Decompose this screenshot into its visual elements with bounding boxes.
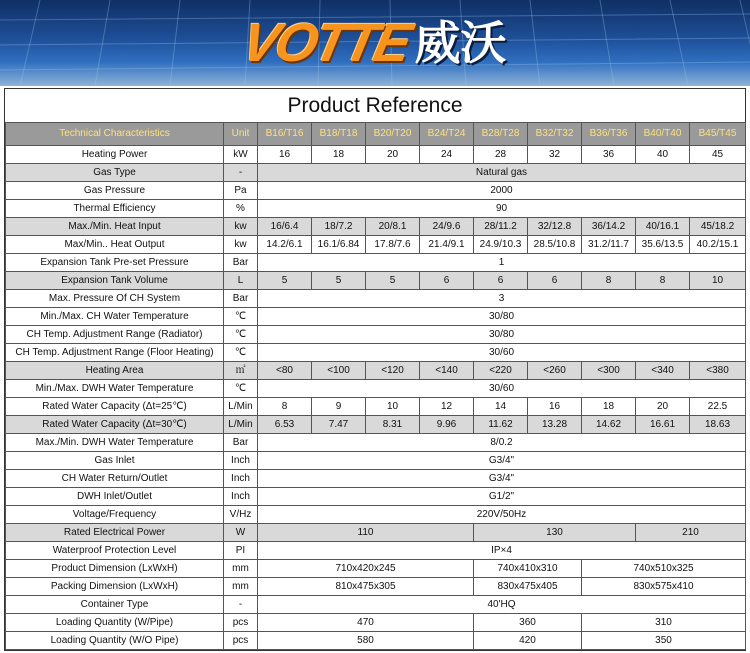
spec-value: <140 <box>420 362 474 380</box>
spec-label: Gas Type <box>6 164 224 182</box>
spec-value: 28 <box>474 146 528 164</box>
spec-value: 30/80 <box>258 326 746 344</box>
spec-value: 10 <box>366 398 420 416</box>
spec-label: Heating Power <box>6 146 224 164</box>
spec-unit: pcs <box>224 614 258 632</box>
spec-label: Loading Quantity (W/Pipe) <box>6 614 224 632</box>
spec-value: <220 <box>474 362 528 380</box>
table-row <box>6 380 746 398</box>
spec-label: Max./Min. Heat Input <box>6 218 224 236</box>
spec-value: 8/0.2 <box>258 434 746 452</box>
spec-table <box>5 122 746 650</box>
table-row <box>6 470 746 488</box>
spec-value: 18.63 <box>690 416 746 434</box>
spec-value: 8.31 <box>366 416 420 434</box>
spec-value: 16.1/6.84 <box>312 236 366 254</box>
spec-value: 45 <box>690 146 746 164</box>
spec-label: Min./Max. CH Water Temperature <box>6 308 224 326</box>
header-model: B28/T28 <box>474 123 528 146</box>
spec-value: 14.62 <box>582 416 636 434</box>
spec-unit: kw <box>224 218 258 236</box>
table-row <box>6 218 746 236</box>
spec-label: Heating Area <box>6 362 224 380</box>
spec-unit: PI <box>224 542 258 560</box>
header-model: B32/T32 <box>528 123 582 146</box>
table-row <box>6 596 746 614</box>
spec-value: 470 <box>258 614 474 632</box>
header-unit: Unit <box>224 123 258 146</box>
spec-value: 6 <box>528 272 582 290</box>
table-header-row <box>6 123 746 146</box>
spec-value: IP×4 <box>258 542 746 560</box>
spec-value: 310 <box>582 614 746 632</box>
spec-unit: Inch <box>224 488 258 506</box>
table-row <box>6 326 746 344</box>
spec-value: 45/18.2 <box>690 218 746 236</box>
spec-unit: L/Min <box>224 416 258 434</box>
spec-unit: % <box>224 200 258 218</box>
spec-value: 830x475x405 <box>474 578 582 596</box>
table-row <box>6 272 746 290</box>
spec-unit: L <box>224 272 258 290</box>
spec-value: 35.6/13.5 <box>636 236 690 254</box>
spec-value: 14 <box>474 398 528 416</box>
table-row <box>6 290 746 308</box>
spec-value: 36/14.2 <box>582 218 636 236</box>
spec-unit: Bar <box>224 254 258 272</box>
table-row <box>6 452 746 470</box>
spec-label: Rated Electrical Power <box>6 524 224 542</box>
spec-value: 350 <box>582 632 746 650</box>
spec-value: 2000 <box>258 182 746 200</box>
spec-value: 14.2/6.1 <box>258 236 312 254</box>
spec-value: 18/7.2 <box>312 218 366 236</box>
spec-label: Waterproof Protection Level <box>6 542 224 560</box>
spec-unit: Inch <box>224 452 258 470</box>
spec-value: 20 <box>366 146 420 164</box>
spec-value: 30/80 <box>258 308 746 326</box>
spec-value: 12 <box>420 398 474 416</box>
spec-value: 18 <box>582 398 636 416</box>
brand-banner <box>0 0 750 86</box>
spec-value: 31.2/11.7 <box>582 236 636 254</box>
table-row <box>6 614 746 632</box>
header-model: B40/T40 <box>636 123 690 146</box>
spec-unit: ㎡ <box>224 362 258 380</box>
spec-unit: W <box>224 524 258 542</box>
spec-value: 830x575x410 <box>582 578 746 596</box>
spec-value: 130 <box>474 524 636 542</box>
spec-value: 9 <box>312 398 366 416</box>
spec-value: 32 <box>528 146 582 164</box>
spec-value: 30/60 <box>258 344 746 362</box>
table-row <box>6 164 746 182</box>
spec-label: Product Dimension (LxWxH) <box>6 560 224 578</box>
spec-value: 40/16.1 <box>636 218 690 236</box>
spec-label: Rated Water Capacity (Δt=25℃) <box>6 398 224 416</box>
table-row <box>6 524 746 542</box>
spec-label: Max./Min. DWH Water Temperature <box>6 434 224 452</box>
header-model: B36/T36 <box>582 123 636 146</box>
spec-value: 30/60 <box>258 380 746 398</box>
page-title: Product Reference <box>287 93 463 117</box>
spec-value: 16.61 <box>636 416 690 434</box>
spec-value: G3/4" <box>258 470 746 488</box>
spec-value: 210 <box>636 524 746 542</box>
spec-value: 740x510x325 <box>582 560 746 578</box>
header-model: B20/T20 <box>366 123 420 146</box>
table-row <box>6 560 746 578</box>
spec-unit: ℃ <box>224 380 258 398</box>
spec-unit: V/Hz <box>224 506 258 524</box>
table-row <box>6 416 746 434</box>
brand-logo <box>0 12 750 74</box>
spec-value: 5 <box>258 272 312 290</box>
spec-unit: kW <box>224 146 258 164</box>
spec-unit: kw <box>224 236 258 254</box>
spec-label: Gas Pressure <box>6 182 224 200</box>
spec-value: 11.62 <box>474 416 528 434</box>
spec-value: 28/11.2 <box>474 218 528 236</box>
spec-value: 40'HQ <box>258 596 746 614</box>
spec-unit: ℃ <box>224 344 258 362</box>
spec-value: 740x410x310 <box>474 560 582 578</box>
spec-value: 28.5/10.8 <box>528 236 582 254</box>
spec-unit: ℃ <box>224 308 258 326</box>
spec-value: <300 <box>582 362 636 380</box>
brand-logo-cjk: 威沃 <box>414 16 507 70</box>
table-row <box>6 146 746 164</box>
spec-value: 5 <box>312 272 366 290</box>
spec-label: DWH Inlet/Outlet <box>6 488 224 506</box>
table-row <box>6 542 746 560</box>
spec-value: 220V/50Hz <box>258 506 746 524</box>
spec-value: 20/8.1 <box>366 218 420 236</box>
spec-value: 6 <box>474 272 528 290</box>
table-row <box>6 362 746 380</box>
spec-value: 10 <box>690 272 746 290</box>
table-row <box>6 488 746 506</box>
spec-unit: Bar <box>224 290 258 308</box>
spec-label: CH Temp. Adjustment Range (Radiator) <box>6 326 224 344</box>
spec-value: 16/6.4 <box>258 218 312 236</box>
header-model: B16/T16 <box>258 123 312 146</box>
spec-value: 24.9/10.3 <box>474 236 528 254</box>
spec-label: Loading Quantity (W/O Pipe) <box>6 632 224 650</box>
spec-value: 24/9.6 <box>420 218 474 236</box>
spec-label: Packing Dimension (LxWxH) <box>6 578 224 596</box>
spec-label: Max. Pressure Of CH System <box>6 290 224 308</box>
spec-value: <340 <box>636 362 690 380</box>
spec-value: 110 <box>258 524 474 542</box>
header-model: B18/T18 <box>312 123 366 146</box>
spec-value: 5 <box>366 272 420 290</box>
table-row <box>6 182 746 200</box>
spec-value: 8 <box>582 272 636 290</box>
spec-value: 17.8/7.6 <box>366 236 420 254</box>
brand-logo-latin: VOTTE <box>237 13 415 73</box>
spec-value: 810x475x305 <box>258 578 474 596</box>
spec-value: 420 <box>474 632 582 650</box>
spec-unit: - <box>224 164 258 182</box>
spec-value: 8 <box>636 272 690 290</box>
spec-unit: mm <box>224 560 258 578</box>
spec-label: Expansion Tank Volume <box>6 272 224 290</box>
table-row <box>6 578 746 596</box>
spec-value: 21.4/9.1 <box>420 236 474 254</box>
spec-unit: L/Min <box>224 398 258 416</box>
spec-value: 6.53 <box>258 416 312 434</box>
spec-value: 8 <box>258 398 312 416</box>
spec-value: 580 <box>258 632 474 650</box>
spec-unit: Pa <box>224 182 258 200</box>
spec-value: 24 <box>420 146 474 164</box>
product-reference-panel <box>4 88 746 651</box>
spec-label: Max/Min.. Heat Output <box>6 236 224 254</box>
spec-value: 18 <box>312 146 366 164</box>
spec-value: 7.47 <box>312 416 366 434</box>
table-row <box>6 254 746 272</box>
spec-label: Voltage/Frequency <box>6 506 224 524</box>
spec-value: 40.2/15.1 <box>690 236 746 254</box>
header-model: B45/T45 <box>690 123 746 146</box>
spec-value: 1 <box>258 254 746 272</box>
spec-label: Thermal Efficiency <box>6 200 224 218</box>
spec-label: Rated Water Capacity (Δt=30℃) <box>6 416 224 434</box>
spec-label: CH Temp. Adjustment Range (Floor Heating) <box>6 344 224 362</box>
table-row <box>6 632 746 650</box>
spec-value: 3 <box>258 290 746 308</box>
spec-label: CH Water Return/Outlet <box>6 470 224 488</box>
spec-value: 40 <box>636 146 690 164</box>
spec-value: G3/4" <box>258 452 746 470</box>
spec-label: Container Type <box>6 596 224 614</box>
table-row <box>6 308 746 326</box>
spec-value: 13.28 <box>528 416 582 434</box>
spec-value: Natural gas <box>258 164 746 182</box>
spec-label: Min./Max. DWH Water Temperature <box>6 380 224 398</box>
spec-unit: pcs <box>224 632 258 650</box>
spec-value: <260 <box>528 362 582 380</box>
spec-value: <120 <box>366 362 420 380</box>
table-row <box>6 506 746 524</box>
spec-value: 22.5 <box>690 398 746 416</box>
spec-unit: Bar <box>224 434 258 452</box>
spec-label: Gas Inlet <box>6 452 224 470</box>
spec-unit: Inch <box>224 470 258 488</box>
spec-value: 20 <box>636 398 690 416</box>
table-row <box>6 236 746 254</box>
spec-value: 32/12.8 <box>528 218 582 236</box>
spec-value: 16 <box>258 146 312 164</box>
spec-value: <80 <box>258 362 312 380</box>
spec-value: 710x420x245 <box>258 560 474 578</box>
spec-value: G1/2" <box>258 488 746 506</box>
spec-unit: - <box>224 596 258 614</box>
spec-value: 16 <box>528 398 582 416</box>
spec-table-body <box>6 146 746 650</box>
spec-value: <100 <box>312 362 366 380</box>
spec-value: 36 <box>582 146 636 164</box>
spec-label: Expansion Tank Pre-set Pressure <box>6 254 224 272</box>
table-row <box>6 434 746 452</box>
table-row <box>6 200 746 218</box>
spec-unit: mm <box>224 578 258 596</box>
spec-value: 9.96 <box>420 416 474 434</box>
header-model: B24/T24 <box>420 123 474 146</box>
table-row <box>6 344 746 362</box>
spec-value: 90 <box>258 200 746 218</box>
spec-value: 360 <box>474 614 582 632</box>
spec-value: <380 <box>690 362 746 380</box>
header-characteristic: Technical Characteristics <box>6 123 224 146</box>
spec-value: 6 <box>420 272 474 290</box>
spec-unit: ℃ <box>224 326 258 344</box>
table-row <box>6 398 746 416</box>
